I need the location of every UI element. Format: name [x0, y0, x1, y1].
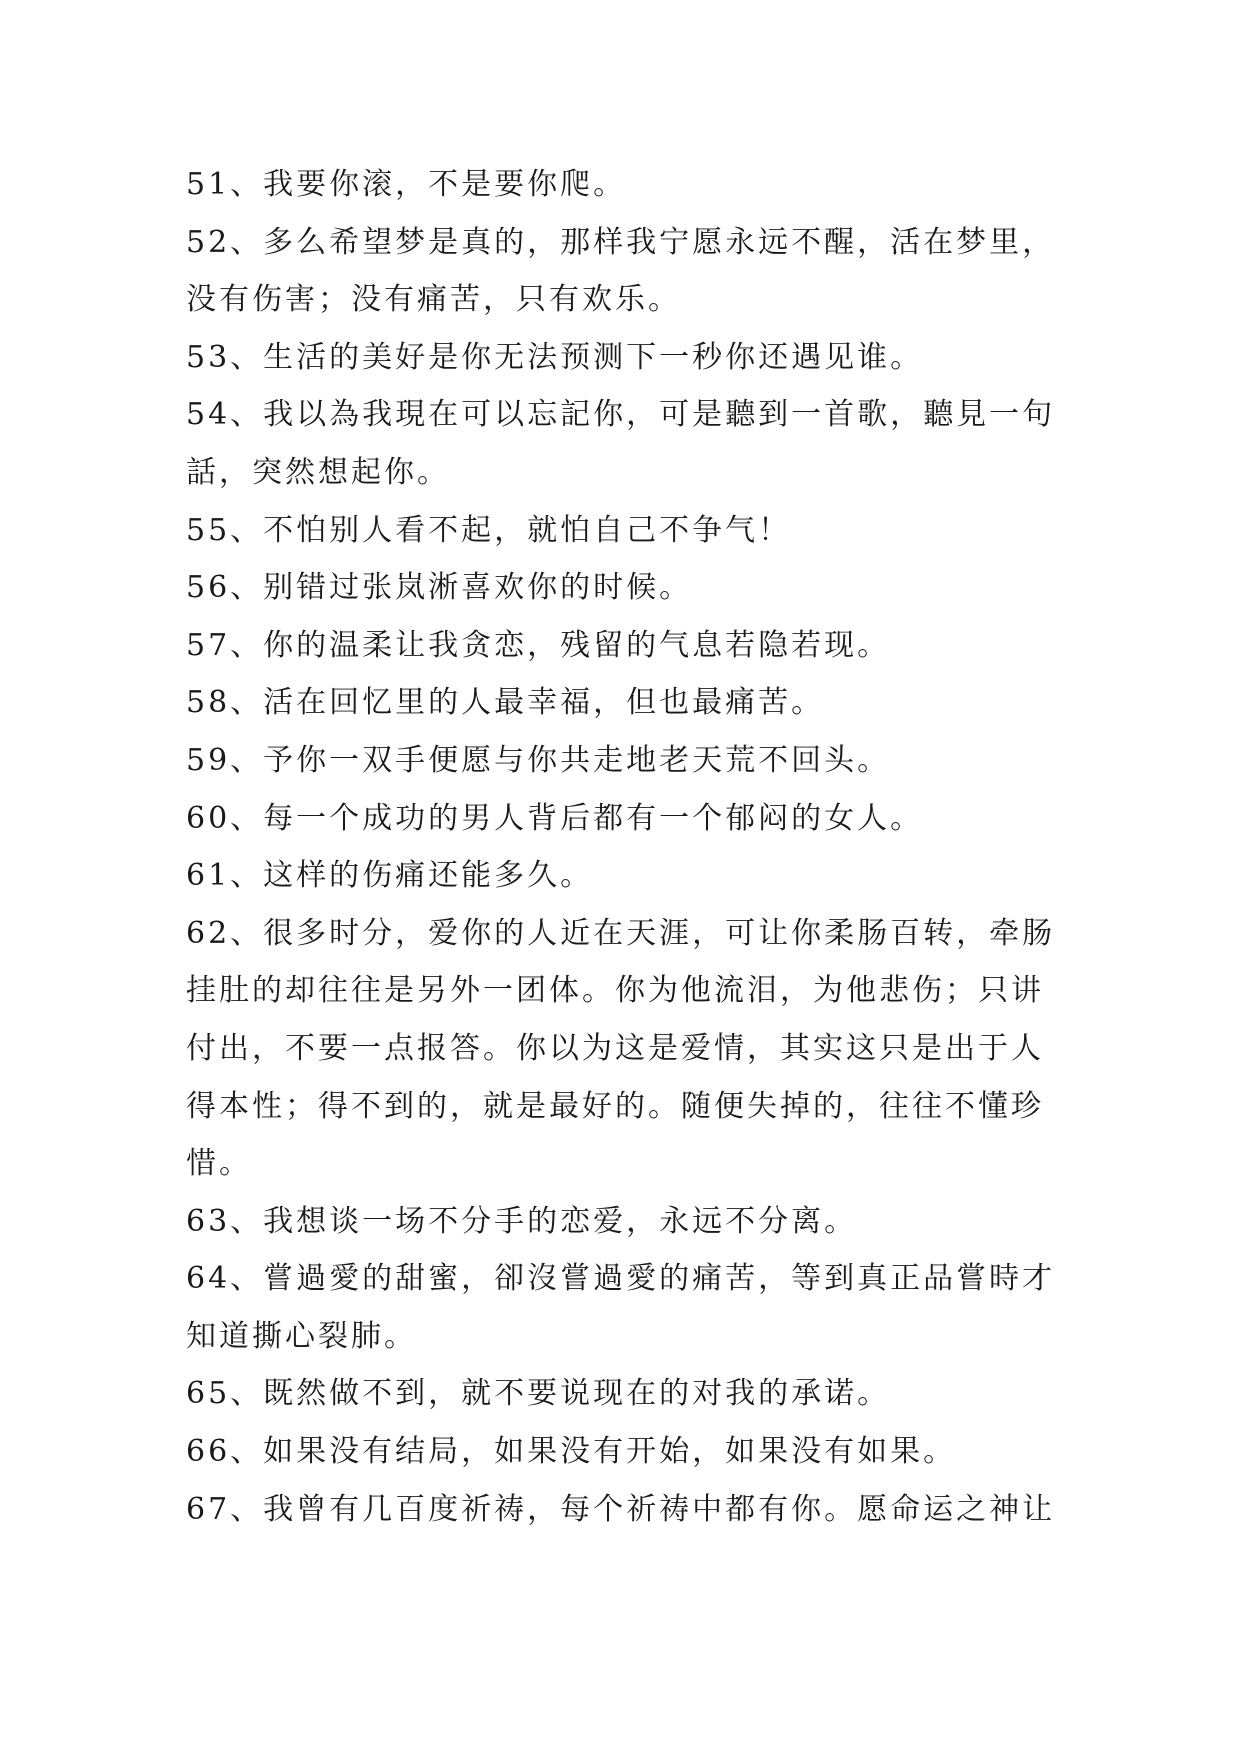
text-line: 67、我曾有几百度祈祷，每个祈祷中都有你。愿命运之神让: [186, 1491, 1056, 1527]
text-line: 没有伤害；没有痛苦，只有欢乐。: [186, 282, 681, 318]
text-line: 59、予你一双手便愿与你共走地老天荒不回头。: [186, 742, 891, 778]
text-line: 63、我想谈一场不分手的恋爱，永远不分离。: [186, 1203, 858, 1239]
text-line: 51、我要你滚，不是要你爬。: [186, 167, 627, 202]
text-line: 知道撕心裂肺。: [186, 1318, 417, 1354]
text-line: 話，突然想起你。: [186, 454, 450, 490]
text-line: 55、不怕别人看不起，就怕自己不争气！: [186, 512, 792, 548]
text-line: 57、你的温柔让我贪恋，残留的气息若隐若现。: [186, 627, 891, 663]
text-line: 62、很多时分，爱你的人近在天涯，可让你柔肠百转，牵肠: [186, 915, 1056, 951]
text-line: 挂肚的却往往是另外一团体。你为他流泪，为他悲伤；只讲: [186, 973, 1044, 1009]
text-line: 65、既然做不到，就不要说现在的对我的承诺。: [186, 1376, 891, 1412]
document-body: [186, 156, 1066, 1538]
text-line: 惜。: [186, 1146, 252, 1182]
text-line: 61、这样的伤痛还能多久。: [186, 858, 594, 894]
text-line: 56、别错过张岚淅喜欢你的时候。: [186, 570, 693, 606]
text-line: 64、嘗過愛的甜蜜，卻沒嘗過愛的痛苦，等到真正品嘗時才: [186, 1261, 1056, 1297]
text-line: 66、如果没有结局，如果没有开始，如果没有如果。: [186, 1434, 957, 1470]
text-line: 53、生活的美好是你无法预测下一秒你还遇见谁。: [186, 339, 924, 375]
text-line: 58、活在回忆里的人最幸福，但也最痛苦。: [186, 685, 825, 721]
text-line: 60、每一个成功的男人背后都有一个郁闷的女人。: [186, 800, 924, 836]
text-line: 52、多么希望梦是真的，那样我宁愿永远不醒，活在梦里，: [186, 224, 1056, 260]
text-line: 54、我以為我現在可以忘記你，可是聽到一首歌，聽見一句: [186, 397, 1056, 433]
text-line: 得本性；得不到的，就是最好的。随便失掉的，往往不懂珍: [186, 1088, 1044, 1124]
text-line: 付出，不要一点报答。你以为这是爱情，其实这只是出于人: [186, 1030, 1044, 1066]
